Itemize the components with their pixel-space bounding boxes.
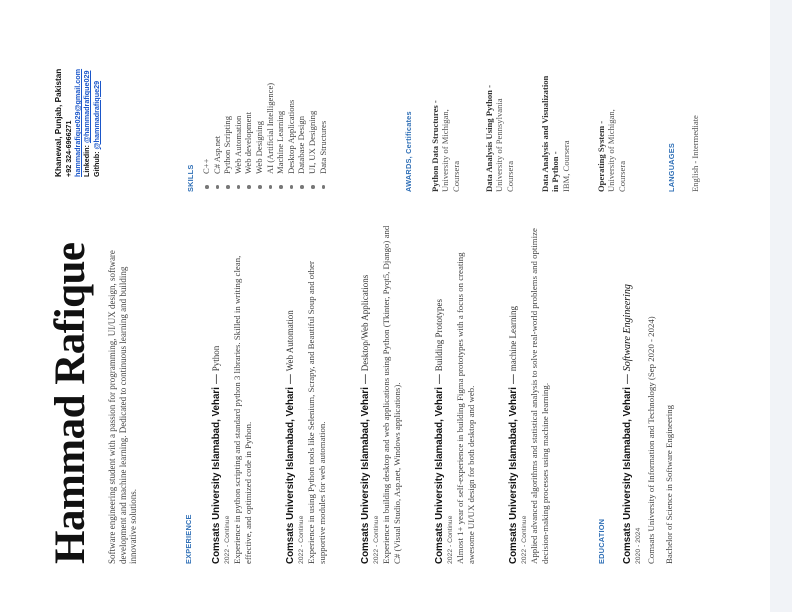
contact-phone: +92 324-6966271 <box>64 120 73 177</box>
skill-item <box>233 74 244 192</box>
section-heading-awards: AWARDS, Certificates <box>404 111 413 192</box>
award-item <box>540 72 571 192</box>
award-platform: Coursera <box>504 160 515 192</box>
education-degree-line: Bachelor of Science in Software Engineering <box>663 404 674 564</box>
experience-role: Building Prototypes <box>434 298 444 372</box>
section-heading-experience: EXPERIENCE <box>184 514 193 564</box>
bullet-icon <box>247 185 251 189</box>
skill-label: Web Designing <box>253 120 264 174</box>
section-heading-skills: SKILLS <box>186 164 195 192</box>
skill-item <box>318 74 329 192</box>
experience-item <box>507 224 551 564</box>
skill-label: AI (Artificial Intelligence) <box>264 82 275 174</box>
skill-label: Data Structures <box>317 120 328 174</box>
linkedin-label: Linkedin: <box>82 145 92 177</box>
skill-label: C++ <box>201 158 211 174</box>
award-issuer: University of Michigan, <box>606 109 617 192</box>
award-platform: Coursera <box>616 160 627 192</box>
experience-heading <box>284 224 297 564</box>
experience-org: Comsats University Islamabad, Vehari <box>508 387 519 564</box>
experience-heading <box>507 224 520 564</box>
award-item <box>596 72 627 192</box>
skill-item <box>286 74 297 192</box>
skill-item <box>222 74 233 192</box>
education-degree: Software Engineering <box>622 284 633 372</box>
skill-item <box>265 74 276 192</box>
experience-date: 2022 - Continue <box>224 515 231 564</box>
skill-item <box>275 74 286 192</box>
experience-role: Python <box>211 345 221 372</box>
skill-item <box>307 74 318 192</box>
bullet-icon <box>269 185 273 189</box>
section-heading-languages: LANGUAGES <box>667 142 676 192</box>
bullet-icon <box>300 185 304 189</box>
bullet-icon <box>216 185 220 189</box>
skill-label: UI, UX Designing <box>306 110 317 174</box>
heading-dash: — <box>434 374 445 385</box>
bullet-icon <box>258 185 262 189</box>
bullet-icon <box>311 185 315 189</box>
experience-heading <box>359 224 372 564</box>
skill-item <box>243 74 254 192</box>
linkedin-link[interactable]: @hammadrafique029 <box>82 70 92 144</box>
skill-item <box>254 74 265 192</box>
experience-role: machine Learning <box>508 306 518 372</box>
award-issuer: University of Pennsylvania <box>494 98 505 192</box>
bullet-icon <box>226 185 230 189</box>
experience-org: Comsats University Islamabad, Vehari <box>211 387 222 564</box>
experience-org: Comsats University Islamabad, Vehari <box>434 387 445 564</box>
heading-dash: — <box>360 374 371 385</box>
education-institution: Comsats University of Information and Technology (Sep 2020 - 2024) <box>646 316 656 564</box>
experience-org: Comsats University Islamabad, Vehari <box>360 387 371 564</box>
experience-date: 2022 - Continue <box>521 515 528 564</box>
heading-dash: — <box>622 374 633 385</box>
experience-description: Experience in using Python tools like Selenium, Scrapy, and Beautiful Soup and other supportive modules for web automation. <box>306 261 327 564</box>
skill-item <box>201 74 212 192</box>
education-heading <box>622 224 634 564</box>
section-heading-education: EDUCATION <box>597 518 606 564</box>
skill-label: Python Scripting <box>222 115 233 174</box>
experience-date: 2022 - Continue <box>373 515 380 564</box>
experience-date: 2022 - Continue <box>447 515 454 564</box>
skill-item <box>212 74 223 192</box>
heading-dash: — <box>508 374 519 385</box>
skills-list <box>201 74 328 192</box>
experience-role: Web Automation <box>285 310 295 372</box>
experience-item <box>359 224 403 564</box>
award-item <box>484 72 515 192</box>
bullet-icon <box>205 185 209 189</box>
bullet-icon <box>322 185 326 189</box>
experience-description: Experience in python scripting and standard python 3 libraries. Skilled in writing clean, effective, and optimized code in Python. <box>232 255 253 564</box>
skill-label: Web Automation <box>232 115 243 174</box>
experience-date: 2022 - Continue <box>298 515 305 564</box>
heading-dash: — <box>211 374 222 385</box>
award-issuer: University of Michigan, <box>440 109 451 192</box>
experience-item <box>210 224 254 564</box>
experience-description: Almost 1+ year of self-experience in building Figma prototypes with a focus on creating awesome UI/UX design for both desktop and web. <box>455 252 476 564</box>
experience-role: Desktop/Web Applications <box>360 274 370 372</box>
award-platform: Coursera <box>450 160 461 192</box>
contact-block <box>54 7 101 177</box>
award-item <box>430 72 461 192</box>
award-issuer: IBM, Coursera <box>560 140 571 192</box>
github-link[interactable]: @hammadrafique29 <box>91 80 101 150</box>
education-item <box>622 224 675 564</box>
experience-description: Applied advanced algorithms and statistical analysis to solve real-world problems and optimize decision-making processes using machine learning. <box>529 228 550 564</box>
experience-description: Experience in building desktop and web applications using Python (Tkinter, Pyqt5, Django) and C# (Visual Studio, Asp.net, Windows applications). <box>381 225 402 564</box>
experience-heading <box>210 224 223 564</box>
bullet-icon <box>290 185 294 189</box>
person-name: Hammad Rafique <box>47 242 94 564</box>
award-title: Operating System - <box>596 120 606 192</box>
skill-label: Desktop Applications <box>285 99 296 174</box>
experience-item <box>284 224 328 564</box>
skill-item <box>296 74 307 192</box>
viewer-side-panel <box>770 0 792 612</box>
education-org: Comsats University Islamabad, Vehari <box>622 387 633 564</box>
experience-org: Comsats University Islamabad, Vehari <box>285 387 296 564</box>
skill-label: Machine Learning <box>275 110 286 174</box>
bullet-icon <box>237 185 241 189</box>
heading-dash: — <box>285 374 296 385</box>
contact-address: Khanewal, Punjab, Pakistan <box>54 68 63 177</box>
language-item: English - Intermediate <box>690 115 700 192</box>
education-date: 2020 - 2024 <box>635 527 642 564</box>
bullet-icon <box>279 185 283 189</box>
experience-item <box>433 224 477 564</box>
contact-email-link[interactable]: hammadrafique029@gmail.com <box>73 68 83 177</box>
skill-label: C# Asp.net <box>211 135 222 174</box>
award-title: Data Analysis Using Python - <box>484 85 494 192</box>
profile-summary: Software engineering student with a passion for programming, UI/UX design, software development and machine learning. Dedicated to continuous learning and building innovative solutions. <box>107 250 138 564</box>
award-title: Data Analysis and Visualization in Python - <box>540 75 561 192</box>
skill-label: Web development <box>243 111 254 174</box>
skill-label: Database Design <box>296 116 307 174</box>
experience-heading <box>433 224 446 564</box>
github-label: Github: <box>91 151 101 177</box>
award-title: Python Data Structures - <box>430 100 440 192</box>
